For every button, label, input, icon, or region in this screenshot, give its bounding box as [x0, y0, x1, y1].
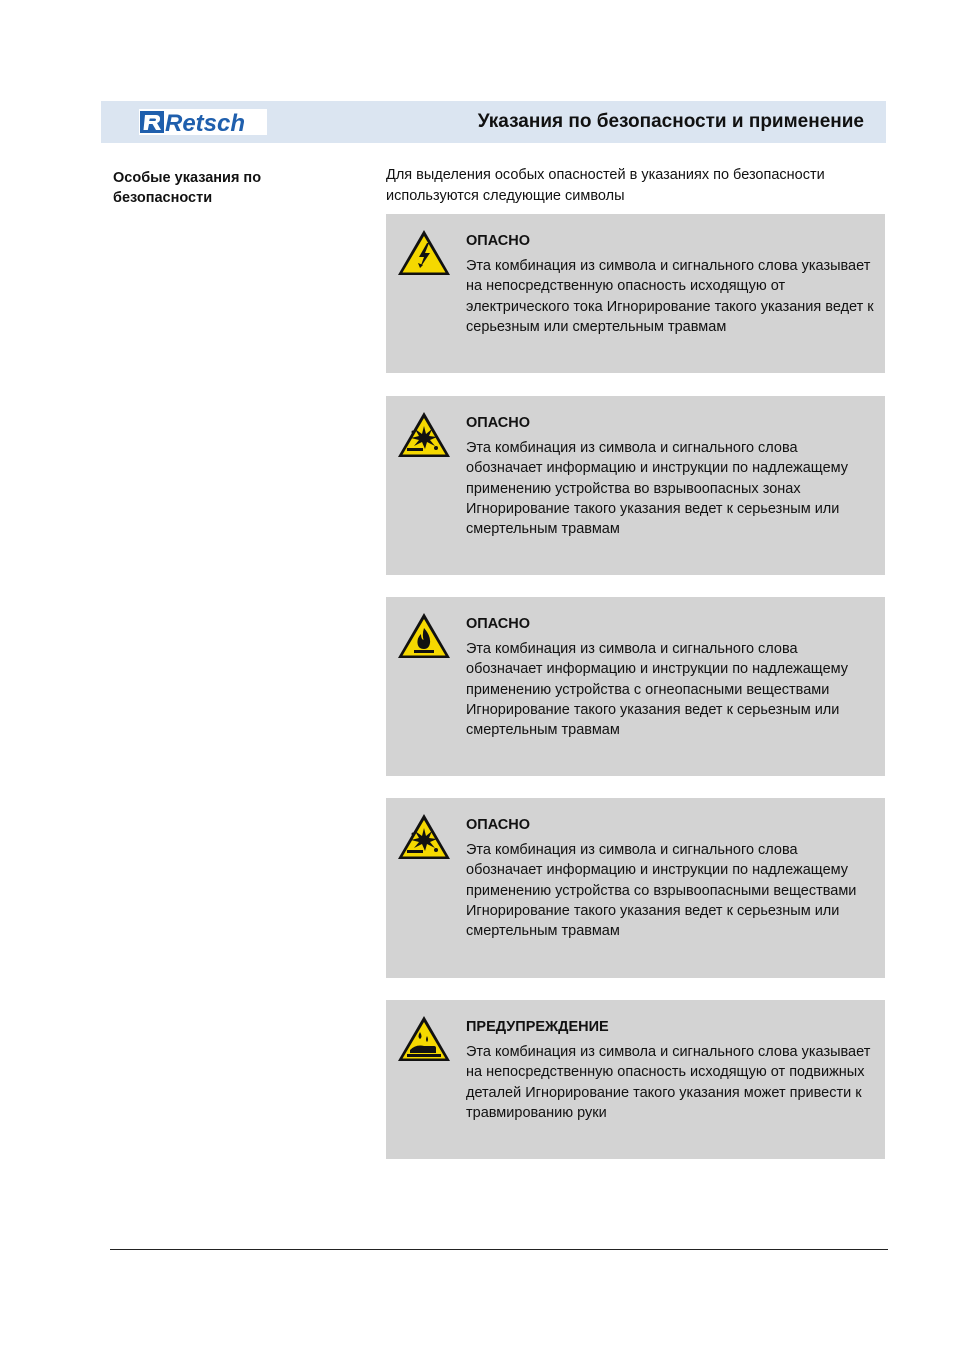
- signal-word: ОПАСНО: [466, 233, 531, 249]
- signal-word: ОПАСНО: [466, 415, 531, 431]
- warning-description: Эта комбинация из символа и сигнального слова обозначает информацию и инструкции по надлежащему применению устройства во взрывоопасных зонах Игнорирование такого указания ведет к серьезным или смертельным травмам: [466, 440, 849, 538]
- warning-description: Эта комбинация из символа и сигнального слова указывает на непосредственную опасность исходящую от электрического тока Игнорирование такого указания ведет к серьезным или смертельным травмам: [466, 258, 874, 335]
- warning-box-flammable: [386, 597, 885, 776]
- signal-word: ПРЕДУПРЕЖДЕНИЕ: [466, 1019, 609, 1035]
- warning-description: Эта комбинация из символа и сигнального слова обозначает информацию и инструкции по надлежащему применению устройства со взрывоопасными веществами Игнорирование такого указания ведет к серьезным или смертельным травмам: [466, 842, 857, 940]
- electric-hazard-icon: [396, 228, 452, 278]
- retsch-logo: [139, 109, 267, 135]
- signal-word: ОПАСНО: [466, 616, 531, 632]
- intro-paragraph: Для выделения особых опасностей в указаниях по безопасности используются следующие символы: [386, 167, 825, 204]
- flammable-icon: [396, 611, 452, 661]
- warning-box-explosive-atmosphere: [386, 396, 885, 575]
- warning-box-hand-crush: [386, 1000, 885, 1159]
- page-title: Указания по безопасности и применение: [477, 111, 864, 132]
- warning-description: Эта комбинация из символа и сигнального слова указывает на непосредственную опасность исходящую от подвижных деталей Игнорирование такого указания может привести к травмированию руки: [466, 1044, 871, 1121]
- signal-word: ОПАСНО: [466, 817, 531, 833]
- section-heading: Особые указания по безопасности: [113, 170, 262, 206]
- page-header: [101, 101, 886, 143]
- warning-description: Эта комбинация из символа и сигнального слова обозначает информацию и инструкции по надлежащему применению устройства с огнеопасными веществами Игнорирование такого указания ведет к серьезным или смертельным травмам: [466, 641, 849, 739]
- hand-crush-icon: [396, 1014, 452, 1064]
- warning-box-electric: [386, 214, 885, 373]
- explosive-atmosphere-icon: [396, 410, 452, 460]
- explosive-substance-icon: [396, 812, 452, 862]
- warning-box-explosive-substance: [386, 798, 885, 978]
- footer-divider: [110, 1249, 888, 1250]
- logo-text: Retsch: [165, 110, 246, 135]
